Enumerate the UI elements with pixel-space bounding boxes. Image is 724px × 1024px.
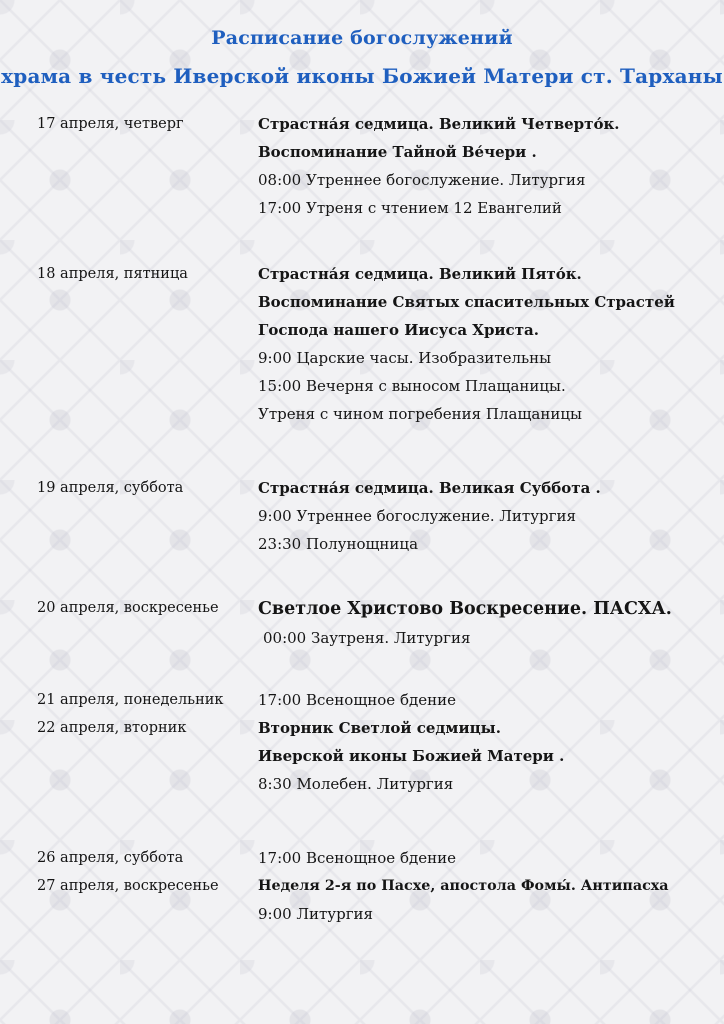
service-line: 9:00 Царские часы. Изобразительны [258, 349, 552, 367]
schedule-header [0, 20, 724, 94]
entry-date: 27 апреля, воскресенье [37, 878, 219, 894]
service-line: Иверской иконы Божией Матери . [258, 747, 565, 765]
entry-date: 18 апреля, пятница [37, 266, 188, 282]
entry-dates [37, 844, 219, 900]
service-line: 9:00 Утреннее богослужение. Литургия [258, 507, 576, 525]
service-line: 8:30 Молебен. Литургия [258, 775, 454, 793]
service-line: 17:00 Утреня с чтением 12 Евангелий [258, 199, 562, 217]
service-line: Господа нашего Иисуса Христа. [258, 321, 539, 339]
service-line: Страстна́я седмица. Великий Пято́к. [258, 265, 582, 283]
service-line: Светлое Христово Воскресение. ПАСХА. [258, 599, 672, 619]
entry-dates [37, 474, 183, 502]
entry-dates [37, 110, 184, 138]
service-line: Неделя 2-я по Пасхе, апостола Фомы́. Антипасха [258, 878, 669, 894]
service-line: 17:00 Всенощное бдение [258, 849, 456, 867]
service-line: Воспоминание Тайной Ве́чери . [258, 143, 537, 161]
service-line: 00:00 Заутреня. Литургия [263, 629, 471, 647]
service-line: 9:00 Литургия [258, 905, 374, 923]
entry-date: 21 апреля, понедельник [37, 692, 224, 708]
service-line: 23:30 Полунощница [258, 535, 419, 553]
service-line: Вторник Светлой седмицы. [258, 719, 501, 737]
entry-dates [37, 260, 188, 288]
entry-services [258, 474, 698, 558]
entry-date: 20 апреля, воскресенье [37, 600, 219, 616]
entry-services [258, 594, 698, 652]
page-title: Расписание богослужений [211, 27, 513, 49]
entry-services [258, 686, 698, 798]
page-subtitle: храма в честь Иверской иконы Божией Матери ст. Тарханы [1, 64, 723, 88]
service-line: 08:00 Утреннее богослужение. Литургия [258, 171, 586, 189]
entry-services [258, 110, 698, 222]
entry-date: 22 апреля, вторник [37, 720, 187, 736]
entry-services [258, 260, 698, 428]
service-line: Утреня с чином погребения Плащаницы [258, 405, 582, 423]
service-line: Страстна́я седмица. Великая Суббота . [258, 479, 601, 497]
entry-dates [37, 594, 219, 622]
entry-services [258, 844, 698, 928]
service-line: Страстна́я седмица. Великий Четверто́к. [258, 115, 620, 133]
entry-dates [37, 686, 223, 742]
service-line: Воспоминание Святых спасительных Страстей [258, 293, 675, 311]
service-line: 15:00 Вечерня с выносом Плащаницы. [258, 377, 566, 395]
entry-date: 19 апреля, суббота [37, 480, 184, 496]
entry-date: 26 апреля, суббота [37, 850, 184, 866]
entry-date: 17 апреля, четверг [37, 116, 184, 132]
service-line: 17:00 Всенощное бдение [258, 691, 456, 709]
